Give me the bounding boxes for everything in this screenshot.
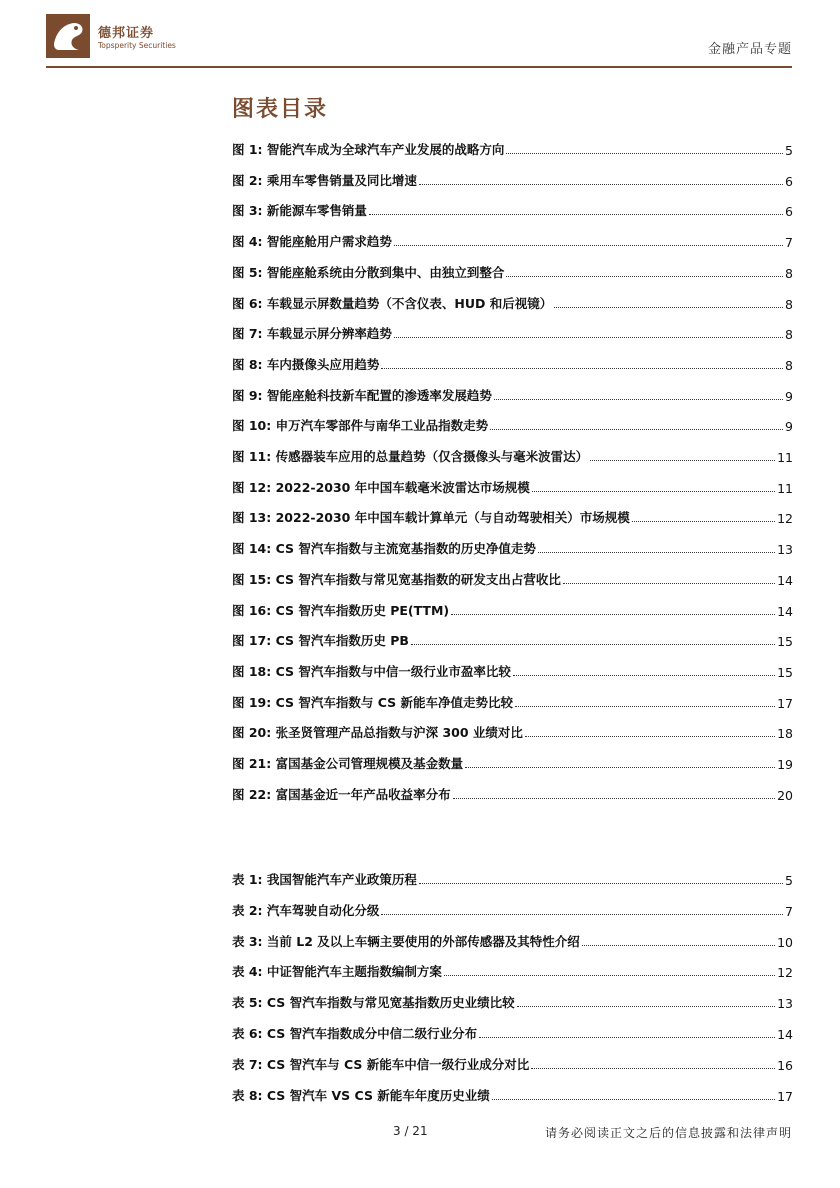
figure-entry[interactable] [232,721,793,741]
figure-entry-label: 图 16: CS 智汽车指数历史 PE(TTM) [232,602,450,618]
dot-leader [451,613,775,615]
figure-entry[interactable] [232,599,793,619]
figure-entry-label: 图 7: 车载显示屏分辨率趋势 [232,326,392,342]
figure-entry[interactable] [232,322,793,342]
figure-entry-page: 15 [777,664,793,680]
figure-entry[interactable] [232,414,793,434]
figure-entry-label: 图 12: 2022-2030 年中国车载毫米波雷达市场规模 [232,479,530,495]
figure-entry-label: 图 15: CS 智汽车指数与常见宽基指数的研发支出占营收比 [232,571,561,587]
figure-entry[interactable] [232,752,793,772]
figure-entry-label: 图 2: 乘用车零售销量及同比增速 [232,172,417,188]
table-entry-label: 表 2: 汽车驾驶自动化分级 [232,902,380,918]
dot-leader [494,398,783,400]
figure-entry[interactable] [232,384,793,404]
dot-leader [517,1005,775,1007]
figure-entry-label: 图 3: 新能源车零售销量 [232,203,367,219]
figure-entry[interactable] [232,199,793,219]
dot-leader [419,882,783,884]
figure-entry-label: 图 14: CS 智汽车指数与主流宽基指数的历史净值走势 [232,541,536,557]
dot-leader [515,705,775,707]
table-entry-page: 5 [785,873,793,888]
toc-title: 图表目录 [232,96,329,122]
figure-entry[interactable] [232,476,793,496]
table-entry[interactable] [232,930,793,950]
table-entry-label: 表 4: 中证智能汽车主题指数编制方案 [232,964,442,980]
table-entry[interactable] [232,960,793,980]
figure-entry[interactable] [232,691,793,711]
figure-entry-page: 8 [785,265,793,281]
figure-entry-label: 图 18: CS 智汽车指数与中信一级行业市盈率比较 [232,663,511,679]
dot-leader [582,944,775,946]
dot-leader [554,306,783,308]
figure-entry[interactable] [232,169,793,189]
dot-leader [563,582,775,584]
dot-leader [444,974,775,976]
dot-leader [632,520,775,522]
figure-entry[interactable] [232,292,793,312]
dot-leader [506,275,783,277]
dot-leader [394,336,783,338]
figure-entry[interactable] [232,261,793,281]
figure-entry-label: 图 22: 富国基金近一年产品收益率分布 [232,786,451,802]
dot-leader [513,674,775,676]
figure-entry[interactable] [232,629,793,649]
figure-entry[interactable] [232,230,793,250]
dot-leader [381,913,783,915]
figure-entry[interactable] [232,660,793,680]
dot-leader [394,244,783,246]
figure-entry-label: 图 1: 智能汽车成为全球汽车产业发展的战略方向 [232,142,505,157]
figure-entry-page: 15 [777,634,793,650]
figure-entry-page: 5 [785,143,793,158]
dot-leader [453,797,775,799]
figure-entry[interactable] [232,353,793,373]
figure-entry-page: 20 [777,787,793,803]
figure-entry-label: 图 13: 2022-2030 年中国车载计算单元（与自动驾驶相关）市场规模 [232,510,630,526]
figure-entry-label: 图 21: 富国基金公司管理规模及基金数量 [232,756,464,771]
figure-entry[interactable] [232,138,793,158]
table-entry-page: 16 [777,1057,793,1073]
dot-leader [479,1036,775,1038]
dot-leader [531,1067,775,1069]
figure-entry-label: 图 8: 车内摄像头应用趋势 [232,356,380,372]
figure-entry-label: 图 11: 传感器装车应用的总量趋势（仅含摄像头与毫米波雷达） [232,449,589,464]
figure-entry-label: 图 4: 智能座舱用户需求趋势 [232,234,392,250]
table-entry-page: 10 [777,934,793,950]
table-entry-page: 17 [777,1088,793,1104]
table-entry-page: 12 [777,965,793,981]
page-number: 3 / 21 [393,1124,428,1138]
figure-entry-page: 8 [785,327,793,343]
document-category: 金融产品专题 [707,42,792,57]
figure-entry-page: 11 [777,480,793,496]
dot-leader [538,551,775,553]
company-logo [46,14,90,58]
figure-entry-page: 7 [785,235,793,251]
figure-entry-label: 图 10: 申万汽车零部件与南华工业品指数走势 [232,418,489,434]
dot-leader [532,490,775,492]
table-entry-label: 表 3: 当前 L2 及以上车辆主要使用的外部传感器及其特性介绍 [232,933,580,949]
page-header [46,14,792,68]
figure-entry-page: 9 [785,388,793,404]
dot-leader [525,735,775,737]
table-entry-page: 13 [777,996,793,1012]
table-entry-label: 表 1: 我国智能汽车产业政策历程 [232,872,417,887]
table-entry[interactable] [232,868,793,888]
figure-entry-page: 6 [785,204,793,220]
figure-entry-page: 14 [777,603,793,619]
figure-entry-label: 图 6: 车载显示屏数量趋势（不含仪表、HUD 和后视镜） [232,295,553,311]
table-entry[interactable] [232,1084,793,1104]
figure-entry[interactable] [232,537,793,557]
figure-entry-page: 18 [777,726,793,742]
table-entry[interactable] [232,1053,793,1073]
dot-leader [381,367,783,369]
table-entry-page: 7 [785,903,793,919]
figure-entry-page: 17 [777,695,793,711]
figure-entry-label: 图 9: 智能座舱科技新车配置的渗透率发展趋势 [232,387,492,403]
brand-name-en: Topsperity Securities [98,41,176,50]
figure-entry[interactable] [232,506,793,526]
table-entry-label: 表 6: CS 智汽车指数成分中信二级行业分布 [232,1026,478,1041]
table-entry[interactable] [232,1022,793,1042]
figure-entry[interactable] [232,445,793,465]
figure-entry-label: 图 17: CS 智汽车指数历史 PB [232,633,409,649]
figure-entry[interactable] [232,783,793,803]
dot-leader [419,183,783,185]
table-entry-label: 表 8: CS 智汽车 VS CS 新能车年度历史业绩 [232,1087,490,1103]
figure-entry-page: 6 [785,173,793,189]
figure-entry-label: 图 20: 张圣贤管理产品总指数与沪深 300 业绩对比 [232,725,523,741]
figure-entry-page: 12 [777,511,793,527]
table-entry-label: 表 5: CS 智汽车指数与常见宽基指数历史业绩比较 [232,995,515,1011]
dot-leader [369,213,783,215]
dot-leader [590,459,775,461]
figure-entry[interactable] [232,568,793,588]
dot-leader [490,428,783,430]
dot-leader [465,766,775,768]
table-entry-label: 表 7: CS 智汽车与 CS 新能车中信一级行业成分对比 [232,1056,530,1072]
dot-leader [411,643,775,645]
dot-leader [492,1098,775,1100]
figure-entry-page: 11 [777,450,793,465]
table-entry[interactable] [232,899,793,919]
figure-entry-page: 19 [777,757,793,772]
figure-entry-page: 13 [777,542,793,558]
brand-name-cn: 德邦证券 [98,26,155,41]
figure-entry-label: 图 19: CS 智汽车指数与 CS 新能车净值走势比较 [232,694,513,710]
disclaimer-note: 请务必阅读正文之后的信息披露和法律声明 [544,1126,792,1140]
figure-entry-page: 8 [785,357,793,373]
figure-entry-label: 图 5: 智能座舱系统由分散到集中、由独立到整合 [232,264,505,280]
figure-entry-page: 9 [785,419,793,435]
figure-entry-page: 8 [785,296,793,312]
dot-leader [506,152,783,154]
figure-entry-page: 14 [777,572,793,588]
table-entry-page: 14 [777,1027,793,1042]
table-entry[interactable] [232,991,793,1011]
